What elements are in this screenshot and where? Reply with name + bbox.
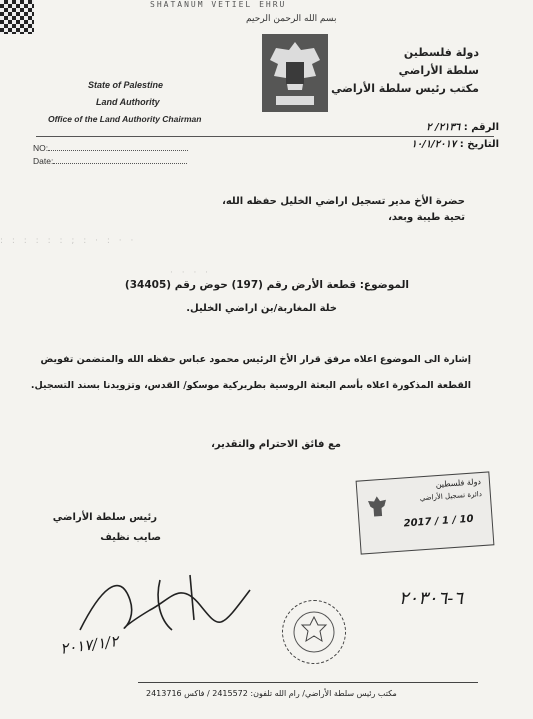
round-seal [282,600,346,664]
en-authority: Land Authority [96,97,160,107]
ar-ref-field [426,122,499,133]
no-label: NO: [33,143,49,153]
subject: الموضوع: قطعة الأرض رقم (197) حوض رقم (34405) [124,279,409,291]
subject-line2: خلة المغاربة/بن اراضي الخليل. [186,303,337,314]
salutation: تحية طيبة وبعد، [388,212,465,223]
footer-divider [138,682,478,683]
registration-stamp [356,471,495,554]
seal-emblem-icon [283,601,345,663]
ar-date-label: التاريخ : [459,139,499,150]
stamp-date: 2017 / 1 / 10 [403,513,474,530]
paragraph-line1: إشارة الى الموضوع اعلاه مرفق قرار الأخ الرئيس محمود عباس حفظه الله والمتضمن تفويض [40,354,471,365]
greeting: حضرة الأخ مدير تسجيل اراضي الخليل حفظه الله، [222,196,465,207]
qr-code [0,0,34,34]
en-state: State of Palestine [88,80,164,90]
signatory-name: صايب نظيف [100,532,161,543]
ar-date-value: ١٠/١/٢٠١٧ [411,139,457,150]
ar-ref-value: ٢١٣٦/ ٢ [426,122,461,133]
date-label: Date: [33,156,54,166]
ar-authority: سلطة الأراضي [398,64,479,77]
handwritten-number: ٦-٢٠٣٠٦ [398,588,463,609]
scan-noise: : : : : : : ; : · : · · [0,236,137,246]
closing: مع فائق الاحترام والتقدير، [211,439,341,450]
no-field [33,143,188,153]
header-code: SHATANUM VETIEL EHRU [150,0,287,9]
signatory-title: رئيس سلطة الأراضي [52,512,157,523]
ar-ref-label: الرقم : [463,122,499,133]
ar-state: دولة فلسطين [403,46,479,59]
basmala: بسم الله الرحمن الرحيم [246,14,337,24]
stamp-eagle-icon [366,494,390,521]
date-field [33,156,187,166]
signature-scribble-icon [60,560,260,650]
paragraph-line2: القطعة المذكورة اعلاه بأسم البعثة الروسية بطريركية موسكو/ القدس، وتزويدنا بسند التسجيل. [30,380,471,391]
ar-office: مكتب رئيس سلطة الأراضي [331,82,479,95]
stamp-line1: دولة فلسطين [435,477,482,490]
footer-contact: مكتب رئيس سلطة الأراضي/ رام الله تلفون: 2415572 / فاكس 2413716 [146,689,397,698]
en-office: Office of the Land Authority Chairman [48,114,202,124]
stamp-line2: دائرة تسجيل الأراضي [419,490,483,503]
scan-noise: · · · · [170,268,212,278]
palestine-eagle-emblem-icon [262,34,328,112]
header-divider [36,136,494,137]
ar-date-field [411,139,499,150]
handwritten-date: ٢٠١٧/١/٢ [59,632,120,658]
